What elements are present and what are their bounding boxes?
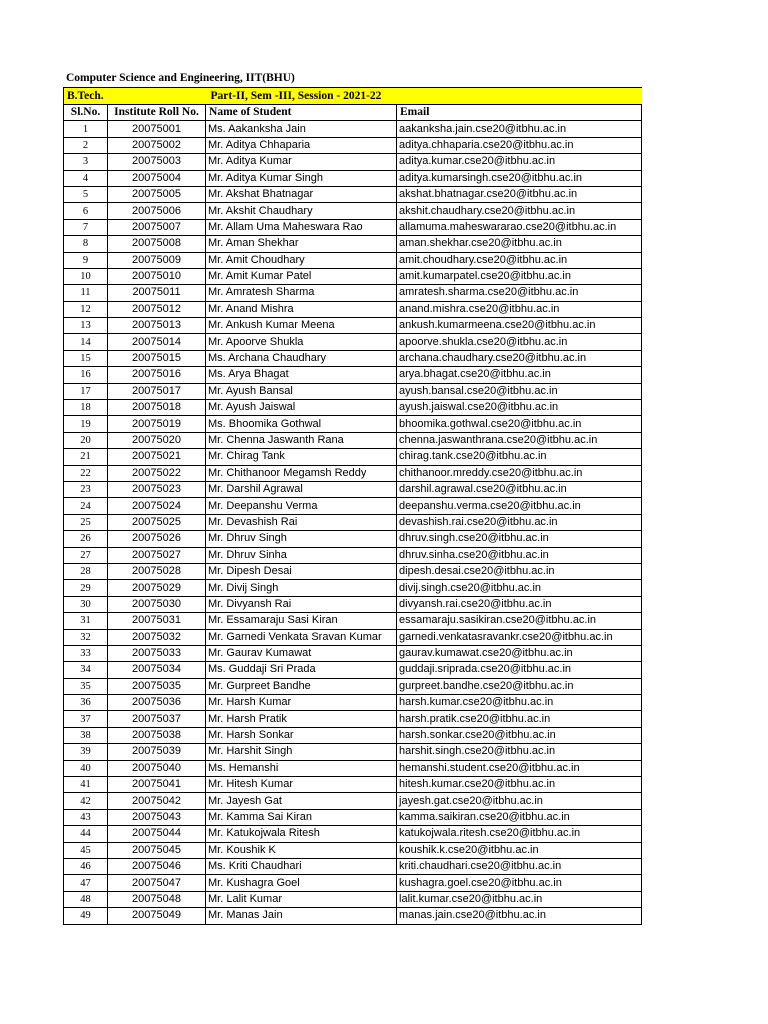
cell-roll-number: 20075043: [108, 809, 206, 825]
cell-sl-number: 25: [64, 514, 108, 530]
cell-email: harsh.kumar.cse20@itbhu.ac.in: [397, 695, 642, 711]
cell-email: anand.mishra.cse20@itbhu.ac.in: [397, 301, 642, 317]
cell-sl-number: 12: [64, 301, 108, 317]
cell-sl-number: 27: [64, 547, 108, 563]
cell-roll-number: 20075025: [108, 514, 206, 530]
cell-sl-number: 46: [64, 858, 108, 874]
cell-email: akshat.bhatnagar.cse20@itbhu.ac.in: [397, 186, 642, 202]
cell-student-name: Mr. Darshil Agrawal: [206, 481, 397, 497]
cell-sl-number: 9: [64, 252, 108, 268]
cell-sl-number: 16: [64, 367, 108, 383]
cell-roll-number: 20075035: [108, 678, 206, 694]
cell-roll-number: 20075013: [108, 318, 206, 334]
cell-student-name: Mr. Ankush Kumar Meena: [206, 318, 397, 334]
cell-email: harshit.singh.cse20@itbhu.ac.in: [397, 744, 642, 760]
cell-roll-number: 20075023: [108, 481, 206, 497]
student-list-sheet: [63, 70, 641, 925]
cell-sl-number: 13: [64, 318, 108, 334]
cell-email: katukojwala.ritesh.cse20@itbhu.ac.in: [397, 826, 642, 842]
cell-sl-number: 2: [64, 137, 108, 153]
cell-email: koushik.k.cse20@itbhu.ac.in: [397, 842, 642, 858]
cell-roll-number: 20075037: [108, 711, 206, 727]
cell-roll-number: 20075008: [108, 236, 206, 252]
table-row: [64, 285, 642, 301]
table-row: [64, 777, 642, 793]
cell-roll-number: 20075047: [108, 875, 206, 891]
cell-sl-number: 5: [64, 186, 108, 202]
cell-email: devashish.rai.cse20@itbhu.ac.in: [397, 514, 642, 530]
cell-roll-number: 20075002: [108, 137, 206, 153]
table-row: [64, 695, 642, 711]
table-row: [64, 678, 642, 694]
column-header-sl: Sl.No.: [64, 105, 108, 121]
cell-email: guddaji.sriprada.cse20@itbhu.ac.in: [397, 662, 642, 678]
table-row: [64, 367, 642, 383]
cell-roll-number: 20075049: [108, 908, 206, 924]
table-row: [64, 793, 642, 809]
cell-roll-number: 20075007: [108, 219, 206, 235]
cell-student-name: Mr. Hitesh Kumar: [206, 777, 397, 793]
table-row: [64, 826, 642, 842]
cell-email: deepanshu.verma.cse20@itbhu.ac.in: [397, 498, 642, 514]
cell-sl-number: 24: [64, 498, 108, 514]
cell-student-name: Mr. Harsh Sonkar: [206, 727, 397, 743]
cell-roll-number: 20075033: [108, 645, 206, 661]
table-row: [64, 268, 642, 284]
cell-student-name: Mr. Dipesh Desai: [206, 563, 397, 579]
cell-sl-number: 21: [64, 449, 108, 465]
cell-sl-number: 8: [64, 236, 108, 252]
cell-student-name: Mr. Amit Choudhary: [206, 252, 397, 268]
table-row: [64, 645, 642, 661]
cell-sl-number: 28: [64, 563, 108, 579]
cell-email: harsh.sonkar.cse20@itbhu.ac.in: [397, 727, 642, 743]
cell-student-name: Mr. Harshit Singh: [206, 744, 397, 760]
cell-student-name: Mr. Chirag Tank: [206, 449, 397, 465]
cell-email: chithanoor.mreddy.cse20@itbhu.ac.in: [397, 465, 642, 481]
cell-sl-number: 23: [64, 481, 108, 497]
table-row: [64, 531, 642, 547]
cell-student-name: Ms. Archana Chaudhary: [206, 350, 397, 366]
cell-student-name: Ms. Kriti Chaudhari: [206, 858, 397, 874]
cell-email: archana.chaudhary.cse20@itbhu.ac.in: [397, 350, 642, 366]
cell-sl-number: 47: [64, 875, 108, 891]
cell-email: amit.choudhary.cse20@itbhu.ac.in: [397, 252, 642, 268]
cell-email: jayesh.gat.cse20@itbhu.ac.in: [397, 793, 642, 809]
cell-email: garnedi.venkatasravankr.cse20@itbhu.ac.in: [397, 629, 642, 645]
cell-student-name: Mr. Koushik K: [206, 842, 397, 858]
cell-email: manas.jain.cse20@itbhu.ac.in: [397, 908, 642, 924]
cell-roll-number: 20075026: [108, 531, 206, 547]
cell-sl-number: 29: [64, 580, 108, 596]
cell-sl-number: 10: [64, 268, 108, 284]
cell-sl-number: 18: [64, 400, 108, 416]
table-row: [64, 203, 642, 219]
table-row: [64, 432, 642, 448]
cell-email: aditya.kumar.cse20@itbhu.ac.in: [397, 154, 642, 170]
cell-student-name: Mr. Amratesh Sharma: [206, 285, 397, 301]
cell-sl-number: 32: [64, 629, 108, 645]
cell-student-name: Mr. Harsh Pratik: [206, 711, 397, 727]
column-header-email: Email: [397, 105, 642, 121]
table-row: [64, 744, 642, 760]
table-row: [64, 318, 642, 334]
cell-roll-number: 20075044: [108, 826, 206, 842]
cell-roll-number: 20075022: [108, 465, 206, 481]
student-rows: [64, 121, 642, 924]
cell-student-name: Mr. Aditya Kumar: [206, 154, 397, 170]
table-row: [64, 416, 642, 432]
cell-student-name: Mr. Amit Kumar Patel: [206, 268, 397, 284]
cell-sl-number: 4: [64, 170, 108, 186]
cell-email: kushagra.goel.cse20@itbhu.ac.in: [397, 875, 642, 891]
table-row: [64, 563, 642, 579]
table-row: [64, 449, 642, 465]
cell-sl-number: 1: [64, 121, 108, 137]
cell-student-name: Mr. Ayush Bansal: [206, 383, 397, 399]
cell-roll-number: 20075012: [108, 301, 206, 317]
cell-roll-number: 20075010: [108, 268, 206, 284]
cell-student-name: Mr. Garnedi Venkata Sravan Kumar: [206, 629, 397, 645]
table-row: [64, 727, 642, 743]
cell-roll-number: 20075019: [108, 416, 206, 432]
cell-sl-number: 39: [64, 744, 108, 760]
cell-email: essamaraju.sasikiran.cse20@itbhu.ac.in: [397, 613, 642, 629]
cell-student-name: Mr. Aman Shekhar: [206, 236, 397, 252]
cell-roll-number: 20075046: [108, 858, 206, 874]
cell-sl-number: 6: [64, 203, 108, 219]
cell-student-name: Ms. Arya Bhagat: [206, 367, 397, 383]
cell-roll-number: 20075005: [108, 186, 206, 202]
cell-student-name: Mr. Aditya Chhaparia: [206, 137, 397, 153]
cell-roll-number: 20075038: [108, 727, 206, 743]
cell-email: akshit.chaudhary.cse20@itbhu.ac.in: [397, 203, 642, 219]
cell-email: aakanksha.jain.cse20@itbhu.ac.in: [397, 121, 642, 137]
cell-email: aditya.kumarsingh.cse20@itbhu.ac.in: [397, 170, 642, 186]
cell-student-name: Mr. Dhruv Sinha: [206, 547, 397, 563]
table-row: [64, 580, 642, 596]
cell-student-name: Mr. Gaurav Kumawat: [206, 645, 397, 661]
cell-student-name: Mr. Jayesh Gat: [206, 793, 397, 809]
cell-email: allamuma.maheswararao.cse20@itbhu.ac.in: [397, 219, 642, 235]
table-row: [64, 842, 642, 858]
table-row: [64, 383, 642, 399]
cell-student-name: Mr. Deepanshu Verma: [206, 498, 397, 514]
cell-sl-number: 17: [64, 383, 108, 399]
cell-sl-number: 7: [64, 219, 108, 235]
student-table: [63, 87, 642, 925]
cell-student-name: Mr. Chenna Jaswanth Rana: [206, 432, 397, 448]
table-row: [64, 760, 642, 776]
cell-email: amratesh.sharma.cse20@itbhu.ac.in: [397, 285, 642, 301]
cell-sl-number: 40: [64, 760, 108, 776]
cell-sl-number: 37: [64, 711, 108, 727]
cell-sl-number: 42: [64, 793, 108, 809]
column-header-row: [64, 105, 642, 121]
cell-sl-number: 19: [64, 416, 108, 432]
cell-student-name: Ms. Aakanksha Jain: [206, 121, 397, 137]
table-row: [64, 596, 642, 612]
cell-email: divij.singh.cse20@itbhu.ac.in: [397, 580, 642, 596]
table-row: [64, 465, 642, 481]
department-title: Computer Science and Engineering, IIT(BHU): [66, 72, 295, 84]
table-row: [64, 350, 642, 366]
cell-roll-number: 20075003: [108, 154, 206, 170]
cell-email: dipesh.desai.cse20@itbhu.ac.in: [397, 563, 642, 579]
table-row: [64, 137, 642, 153]
cell-sl-number: 14: [64, 334, 108, 350]
cell-student-name: Mr. Dhruv Singh: [206, 531, 397, 547]
cell-sl-number: 26: [64, 531, 108, 547]
cell-roll-number: 20075009: [108, 252, 206, 268]
cell-email: aman.shekhar.cse20@itbhu.ac.in: [397, 236, 642, 252]
cell-email: kamma.saikiran.cse20@itbhu.ac.in: [397, 809, 642, 825]
cell-student-name: Mr. Apoorve Shukla: [206, 334, 397, 350]
table-row: [64, 629, 642, 645]
cell-sl-number: 3: [64, 154, 108, 170]
cell-sl-number: 22: [64, 465, 108, 481]
cell-roll-number: 20075004: [108, 170, 206, 186]
cell-email: aditya.chhaparia.cse20@itbhu.ac.in: [397, 137, 642, 153]
cell-sl-number: 34: [64, 662, 108, 678]
table-row: [64, 711, 642, 727]
cell-roll-number: 20075017: [108, 383, 206, 399]
cell-roll-number: 20075006: [108, 203, 206, 219]
table-row: [64, 809, 642, 825]
cell-roll-number: 20075041: [108, 777, 206, 793]
cell-sl-number: 44: [64, 826, 108, 842]
cell-student-name: Mr. Aditya Kumar Singh: [206, 170, 397, 186]
cell-email: dhruv.singh.cse20@itbhu.ac.in: [397, 531, 642, 547]
cell-email: chirag.tank.cse20@itbhu.ac.in: [397, 449, 642, 465]
cell-email: harsh.pratik.cse20@itbhu.ac.in: [397, 711, 642, 727]
cell-sl-number: 15: [64, 350, 108, 366]
cell-student-name: Mr. Chithanoor Megamsh Reddy: [206, 465, 397, 481]
cell-student-name: Mr. Divyansh Rai: [206, 596, 397, 612]
table-row: [64, 547, 642, 563]
cell-roll-number: 20075011: [108, 285, 206, 301]
cell-sl-number: 35: [64, 678, 108, 694]
cell-sl-number: 49: [64, 908, 108, 924]
cell-student-name: Mr. Manas Jain: [206, 908, 397, 924]
cell-roll-number: 20075028: [108, 563, 206, 579]
column-header-roll: Institute Roll No.: [108, 105, 206, 121]
table-row: [64, 301, 642, 317]
cell-student-name: Mr. Essamaraju Sasi Kiran: [206, 613, 397, 629]
table-row: [64, 400, 642, 416]
cell-roll-number: 20075042: [108, 793, 206, 809]
cell-email: kriti.chaudhari.cse20@itbhu.ac.in: [397, 858, 642, 874]
table-row: [64, 170, 642, 186]
cell-student-name: Mr. Gurpreet Bandhe: [206, 678, 397, 694]
cell-email: divyansh.rai.cse20@itbhu.ac.in: [397, 596, 642, 612]
cell-email: darshil.agrawal.cse20@itbhu.ac.in: [397, 481, 642, 497]
cell-student-name: Mr. Katukojwala Ritesh: [206, 826, 397, 842]
cell-roll-number: 20075029: [108, 580, 206, 596]
table-row: [64, 186, 642, 202]
cell-student-name: Mr. Harsh Kumar: [206, 695, 397, 711]
cell-roll-number: 20075018: [108, 400, 206, 416]
cell-student-name: Ms. Hemanshi: [206, 760, 397, 776]
cell-student-name: Mr. Kamma Sai Kiran: [206, 809, 397, 825]
cell-roll-number: 20075031: [108, 613, 206, 629]
cell-sl-number: 38: [64, 727, 108, 743]
cell-student-name: Mr. Anand Mishra: [206, 301, 397, 317]
cell-roll-number: 20075021: [108, 449, 206, 465]
cell-roll-number: 20075015: [108, 350, 206, 366]
table-row: [64, 252, 642, 268]
table-row: [64, 891, 642, 907]
table-row: [64, 908, 642, 924]
table-row: [64, 121, 642, 137]
session-banner: [64, 88, 642, 105]
cell-email: ayush.bansal.cse20@itbhu.ac.in: [397, 383, 642, 399]
cell-sl-number: 41: [64, 777, 108, 793]
cell-sl-number: 45: [64, 842, 108, 858]
table-row: [64, 613, 642, 629]
cell-email: gurpreet.bandhe.cse20@itbhu.ac.in: [397, 678, 642, 694]
cell-student-name: Ms. Guddaji Sri Prada: [206, 662, 397, 678]
cell-roll-number: 20075036: [108, 695, 206, 711]
cell-sl-number: 31: [64, 613, 108, 629]
cell-sl-number: 43: [64, 809, 108, 825]
cell-roll-number: 20075001: [108, 121, 206, 137]
cell-roll-number: 20075014: [108, 334, 206, 350]
cell-roll-number: 20075045: [108, 842, 206, 858]
cell-email: lalit.kumar.cse20@itbhu.ac.in: [397, 891, 642, 907]
cell-roll-number: 20075039: [108, 744, 206, 760]
table-row: [64, 481, 642, 497]
cell-sl-number: 11: [64, 285, 108, 301]
table-row: [64, 858, 642, 874]
cell-student-name: Mr. Kushagra Goel: [206, 875, 397, 891]
session-label: [206, 88, 642, 105]
cell-sl-number: 48: [64, 891, 108, 907]
cell-sl-number: 30: [64, 596, 108, 612]
cell-roll-number: 20075020: [108, 432, 206, 448]
cell-email: apoorve.shukla.cse20@itbhu.ac.in: [397, 334, 642, 350]
cell-student-name: Mr. Lalit Kumar: [206, 891, 397, 907]
cell-email: arya.bhagat.cse20@itbhu.ac.in: [397, 367, 642, 383]
table-row: [64, 514, 642, 530]
cell-roll-number: 20075034: [108, 662, 206, 678]
cell-email: hemanshi.student.cse20@itbhu.ac.in: [397, 760, 642, 776]
cell-student-name: Mr. Ayush Jaiswal: [206, 400, 397, 416]
program-label: B.Tech.: [64, 88, 206, 105]
cell-email: hitesh.kumar.cse20@itbhu.ac.in: [397, 777, 642, 793]
session-text: Part-II, Sem -III, Session - 2021-22: [210, 89, 382, 102]
cell-roll-number: 20075016: [108, 367, 206, 383]
table-row: [64, 219, 642, 235]
cell-roll-number: 20075040: [108, 760, 206, 776]
cell-roll-number: 20075048: [108, 891, 206, 907]
cell-email: ayush.jaiswal.cse20@itbhu.ac.in: [397, 400, 642, 416]
table-row: [64, 875, 642, 891]
cell-email: gaurav.kumawat.cse20@itbhu.ac.in: [397, 645, 642, 661]
cell-roll-number: 20075032: [108, 629, 206, 645]
cell-student-name: Ms. Bhoomika Gothwal: [206, 416, 397, 432]
cell-sl-number: 36: [64, 695, 108, 711]
column-header-name: Name of Student: [206, 105, 397, 121]
cell-sl-number: 20: [64, 432, 108, 448]
cell-roll-number: 20075030: [108, 596, 206, 612]
cell-student-name: Mr. Divij Singh: [206, 580, 397, 596]
cell-email: dhruv.sinha.cse20@itbhu.ac.in: [397, 547, 642, 563]
table-row: [64, 236, 642, 252]
cell-roll-number: 20075027: [108, 547, 206, 563]
table-row: [64, 662, 642, 678]
cell-email: chenna.jaswanthrana.cse20@itbhu.ac.in: [397, 432, 642, 448]
cell-student-name: Mr. Devashish Rai: [206, 514, 397, 530]
cell-sl-number: 33: [64, 645, 108, 661]
cell-email: amit.kumarpatel.cse20@itbhu.ac.in: [397, 268, 642, 284]
cell-student-name: Mr. Akshit Chaudhary: [206, 203, 397, 219]
table-row: [64, 334, 642, 350]
cell-email: ankush.kumarmeena.cse20@itbhu.ac.in: [397, 318, 642, 334]
cell-student-name: Mr. Akshat Bhatnagar: [206, 186, 397, 202]
cell-email: bhoomika.gothwal.cse20@itbhu.ac.in: [397, 416, 642, 432]
cell-student-name: Mr. Allam Uma Maheswara Rao: [206, 219, 397, 235]
table-row: [64, 498, 642, 514]
cell-roll-number: 20075024: [108, 498, 206, 514]
table-row: [64, 154, 642, 170]
